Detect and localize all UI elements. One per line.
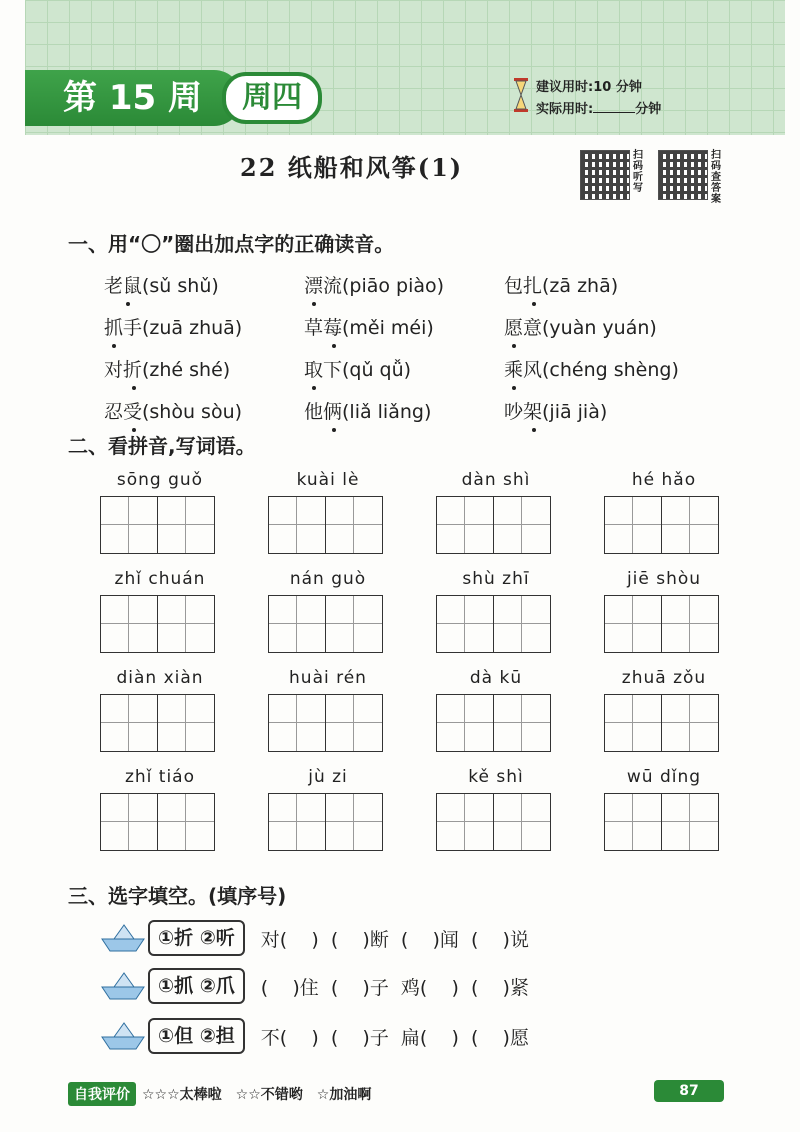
word-cell bbox=[268, 767, 436, 864]
day-label: 周四 bbox=[222, 72, 322, 124]
writing-box[interactable] bbox=[493, 595, 551, 653]
word-cell bbox=[436, 569, 604, 666]
writing-box[interactable] bbox=[325, 694, 383, 752]
list-item[interactable]: 草莓(měi méi) bbox=[304, 310, 504, 346]
options-box: ①折 ②听 bbox=[148, 920, 245, 956]
section1-heading: 一、用“〇”圈出加点字的正确读音。 bbox=[68, 232, 395, 256]
writing-box[interactable] bbox=[436, 496, 494, 554]
writing-box[interactable] bbox=[100, 793, 158, 851]
pinyin: zhuā zǒu bbox=[621, 668, 707, 688]
list-item[interactable]: 抓手(zuā zhuā) bbox=[104, 310, 304, 346]
fill-row bbox=[100, 966, 529, 1006]
writing-box[interactable] bbox=[604, 694, 662, 752]
hourglass-icon bbox=[514, 78, 528, 112]
paper-boat-icon bbox=[100, 1021, 146, 1051]
pinyin: zhǐ tiáo bbox=[124, 767, 196, 787]
list-item[interactable]: 取下(qǔ qǚ) bbox=[304, 352, 504, 388]
actual-time-blank[interactable] bbox=[593, 100, 635, 113]
list-item[interactable]: 愿意(yuàn yuán) bbox=[504, 310, 724, 346]
writing-box[interactable] bbox=[661, 793, 719, 851]
fill-row bbox=[100, 1016, 529, 1056]
pinyin: wū dǐng bbox=[626, 767, 702, 787]
section2-heading: 二、看拼音,写词语。 bbox=[68, 434, 256, 458]
pinyin: shù zhī bbox=[462, 569, 530, 589]
writing-box[interactable] bbox=[436, 793, 494, 851]
writing-box[interactable] bbox=[268, 595, 326, 653]
list-item[interactable]: 他俩(liǎ liǎng) bbox=[304, 394, 504, 430]
list-item[interactable]: 吵架(jiā jià) bbox=[504, 394, 724, 430]
writing-box[interactable] bbox=[661, 595, 719, 653]
writing-box[interactable] bbox=[661, 694, 719, 752]
word-cell bbox=[436, 470, 604, 567]
list-item[interactable]: 乘风(chéng shèng) bbox=[504, 352, 724, 388]
pinyin: kuài lè bbox=[296, 470, 360, 490]
writing-box[interactable] bbox=[157, 595, 215, 653]
writing-box[interactable] bbox=[268, 694, 326, 752]
writing-box[interactable] bbox=[493, 694, 551, 752]
pinyin: sōng guǒ bbox=[116, 470, 204, 490]
week-label: 第 15 周 bbox=[25, 70, 242, 126]
writing-box[interactable] bbox=[100, 496, 158, 554]
fill-row bbox=[100, 918, 529, 958]
word-cell bbox=[100, 470, 268, 567]
pinyin: dà kū bbox=[469, 668, 523, 688]
word-cell bbox=[100, 767, 268, 864]
qr-answer-label: 扫码查答案 bbox=[711, 150, 721, 205]
writing-box[interactable] bbox=[436, 595, 494, 653]
rating-one-star[interactable]: ☆加油啊 bbox=[316, 1087, 372, 1103]
fill-blanks[interactable]: 不( ) ( )子 扁( ) ( )愿 bbox=[260, 1026, 529, 1049]
pinyin: jù zi bbox=[308, 767, 348, 787]
rating-three-stars[interactable]: ☆☆☆太棒啦 bbox=[142, 1087, 222, 1103]
qr-listen-label: 扫码听写 bbox=[633, 150, 643, 194]
writing-box[interactable] bbox=[493, 496, 551, 554]
word-writing-grid bbox=[100, 470, 720, 864]
fill-blanks[interactable]: ( )住 ( )子 鸡( ) ( )紧 bbox=[260, 976, 529, 999]
word-cell bbox=[268, 470, 436, 567]
actual-time bbox=[536, 98, 661, 117]
word-cell bbox=[268, 668, 436, 765]
writing-box[interactable] bbox=[157, 496, 215, 554]
writing-box[interactable] bbox=[325, 595, 383, 653]
pinyin: huài rén bbox=[289, 668, 367, 688]
word-cell bbox=[604, 569, 772, 666]
rating-two-stars[interactable]: ☆☆不错哟 bbox=[235, 1087, 303, 1103]
pinyin: zhǐ chuán bbox=[114, 569, 206, 589]
word-cell bbox=[604, 767, 772, 864]
writing-box[interactable] bbox=[100, 694, 158, 752]
word-cell bbox=[436, 767, 604, 864]
actual-time-label: 实际用时: bbox=[536, 102, 594, 117]
week-banner bbox=[25, 70, 325, 126]
writing-box[interactable] bbox=[325, 793, 383, 851]
qr-code-listen[interactable] bbox=[580, 150, 630, 200]
list-item[interactable]: 包扎(zā zhā) bbox=[504, 268, 724, 304]
writing-box[interactable] bbox=[157, 793, 215, 851]
word-cell bbox=[100, 569, 268, 666]
pinyin: hé hǎo bbox=[631, 470, 697, 490]
self-eval-label: 自我评价 bbox=[68, 1082, 136, 1106]
writing-box[interactable] bbox=[493, 793, 551, 851]
list-item[interactable]: 忍受(shòu sòu) bbox=[104, 394, 304, 430]
writing-box[interactable] bbox=[268, 793, 326, 851]
list-item[interactable]: 漂流(piāo piào) bbox=[304, 268, 504, 304]
page-number: 87 bbox=[654, 1080, 724, 1102]
section3-heading: 三、选字填空。(填序号) bbox=[68, 884, 287, 908]
pinyin: jiē shòu bbox=[626, 569, 702, 589]
fill-blanks[interactable]: 对( ) ( )断 ( )闻 ( )说 bbox=[260, 928, 529, 951]
self-evaluation bbox=[68, 1082, 385, 1106]
word-cell bbox=[100, 668, 268, 765]
options-box: ①抓 ②爪 bbox=[148, 968, 245, 1004]
paper-boat-icon bbox=[100, 923, 146, 953]
writing-box[interactable] bbox=[436, 694, 494, 752]
word-cell bbox=[604, 668, 772, 765]
writing-box[interactable] bbox=[325, 496, 383, 554]
pinyin: dàn shì bbox=[461, 470, 531, 490]
list-item[interactable]: 老鼠(sǔ shǔ) bbox=[104, 268, 304, 304]
word-cell bbox=[604, 470, 772, 567]
writing-box[interactable] bbox=[604, 496, 662, 554]
writing-box[interactable] bbox=[604, 793, 662, 851]
writing-box[interactable] bbox=[100, 595, 158, 653]
pronunciation-list bbox=[104, 268, 724, 430]
pinyin: diàn xiàn bbox=[116, 668, 204, 688]
qr-code-answer[interactable] bbox=[658, 150, 708, 200]
lesson-title: 22 纸船和风筝(1) bbox=[240, 153, 464, 182]
suggested-time: 建议用时:10 分钟 bbox=[536, 80, 642, 95]
pinyin: kě shì bbox=[468, 767, 524, 787]
actual-time-unit: 分钟 bbox=[635, 102, 662, 117]
writing-box[interactable] bbox=[604, 595, 662, 653]
writing-box[interactable] bbox=[268, 496, 326, 554]
writing-box[interactable] bbox=[661, 496, 719, 554]
word-cell bbox=[268, 569, 436, 666]
word-cell bbox=[436, 668, 604, 765]
time-box bbox=[514, 72, 714, 120]
pinyin: nán guò bbox=[289, 569, 367, 589]
writing-box[interactable] bbox=[157, 694, 215, 752]
paper-boat-icon bbox=[100, 971, 146, 1001]
list-item[interactable]: 对折(zhé shé) bbox=[104, 352, 304, 388]
options-box: ①但 ②担 bbox=[148, 1018, 245, 1054]
